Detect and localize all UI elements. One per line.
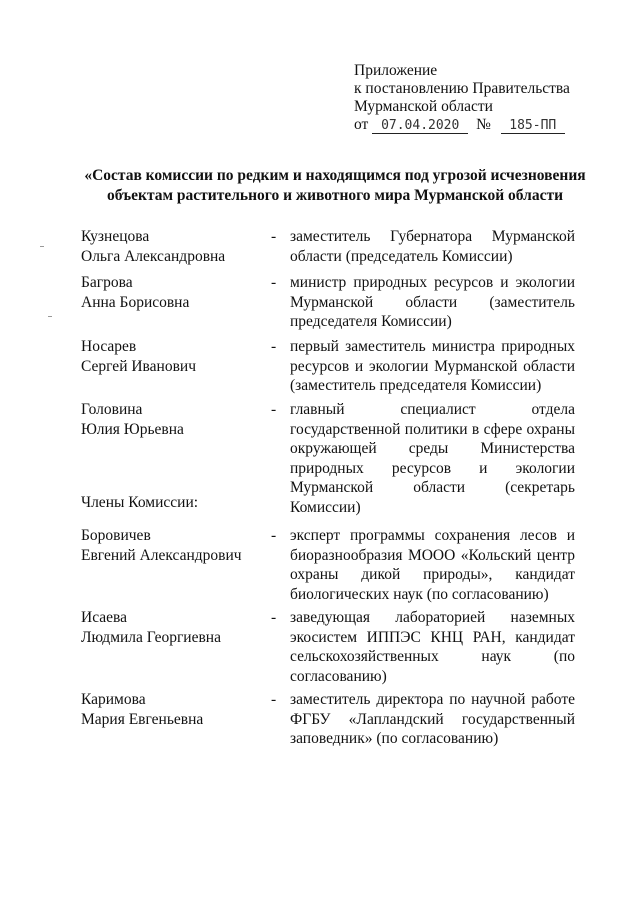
members-heading: Члены Комиссии: [81,494,199,511]
surname: Кузнецова [81,228,150,245]
desc-line: Мурманской области (заместитель [290,293,575,311]
dash: - [271,338,277,355]
position-description [290,227,575,266]
appendix-header [354,62,624,134]
person-name [81,400,261,439]
dash: - [271,274,277,291]
person-name [81,273,261,312]
position-description [290,400,575,517]
desc-line: природных ресурсов и экологии [290,459,575,477]
appendix-line: к постановлению Правительства [354,80,570,97]
position-description [290,273,575,332]
document-title [70,166,600,206]
desc-line: председателя Комиссии) [290,313,452,330]
desc-line: государственной политики в сфере охраны [290,420,575,438]
position-description [290,526,575,604]
surname: Каримова [81,691,146,708]
person-name [81,337,261,376]
desc-line: заповедник» (по согласованию) [290,730,499,747]
dash: - [271,228,277,245]
number-sign: № [476,116,491,133]
given-name: Юлия Юрьевна [81,420,184,438]
desc-line: биологических наук (по согласованию) [290,585,549,603]
desc-line: (заместитель председателя Комиссии) [290,377,542,394]
given-name: Сергей Иванович [81,357,197,375]
appendix-line: Мурманской области [354,98,493,115]
scan-mark [40,246,44,247]
position-description [290,690,575,749]
dash: - [271,691,277,708]
desc-line: ресурсов и экологии Мурманской области [290,357,575,375]
given-name: Ольга Александровна [81,247,226,265]
desc-line: заместитель директора по научной работе [290,691,575,708]
dash: - [271,401,277,418]
desc-line: ФГБУ «Лапландский государственный [290,710,575,728]
desc-line: эксперт программы сохранения лесов и [290,527,575,544]
given-name: Анна Борисовна [81,293,190,311]
person-name [81,690,261,729]
position-description [290,608,575,686]
desc-line: министр природных ресурсов и экологии [290,274,575,291]
desc-line: окружающей среды Министерства [290,440,575,457]
position-description [290,337,575,396]
scan-mark [48,316,52,317]
desc-line: главный специалист отдела [290,401,575,418]
person-name [81,526,261,565]
desc-line: первый заместитель министра природных [290,338,575,355]
desc-line: биоразнообразия МООО «Кольский центр [290,546,575,564]
person-name [81,227,261,266]
appendix-line: Приложение [354,62,438,79]
title-line: объектам растительного и животного мира Мурманской области [106,187,564,204]
resolution-date: 07.04.2020 [372,118,468,134]
given-name: Евгений Александрович [81,546,242,564]
desc-line: экосистем ИППЭС КНЦ РАН, кандидат [290,628,575,646]
surname: Багрова [81,274,133,291]
given-name: Мария Евгеньевна [81,710,204,728]
resolution-number: 185-ПП [501,118,565,134]
desc-line: согласованию) [290,667,387,685]
desc-line: Мурманской области (секретарь Комиссии) [290,479,575,516]
title-line: «Состав комиссии по редким и находящимся под угрозой исчезновения [84,167,586,184]
person-name [81,608,261,647]
surname: Исаева [81,609,128,626]
dash: - [271,609,277,626]
desc-line: заместитель Губернатора Мурманской [290,228,575,245]
surname: Головина [81,401,143,418]
surname: Боровичев [81,527,151,544]
desc-line: сельскохозяйственных наук (по [290,648,575,665]
desc-line: охраны дикой природы», кандидат [290,566,575,583]
given-name: Людмила Георгиевна [81,628,221,646]
desc-line: области (председатель Комиссии) [290,247,513,265]
dash: - [271,527,277,544]
desc-line: заведующая лабораторией наземных [290,609,575,626]
date-prefix: от [354,116,369,133]
date-line [354,116,624,134]
surname: Носарев [81,338,137,355]
